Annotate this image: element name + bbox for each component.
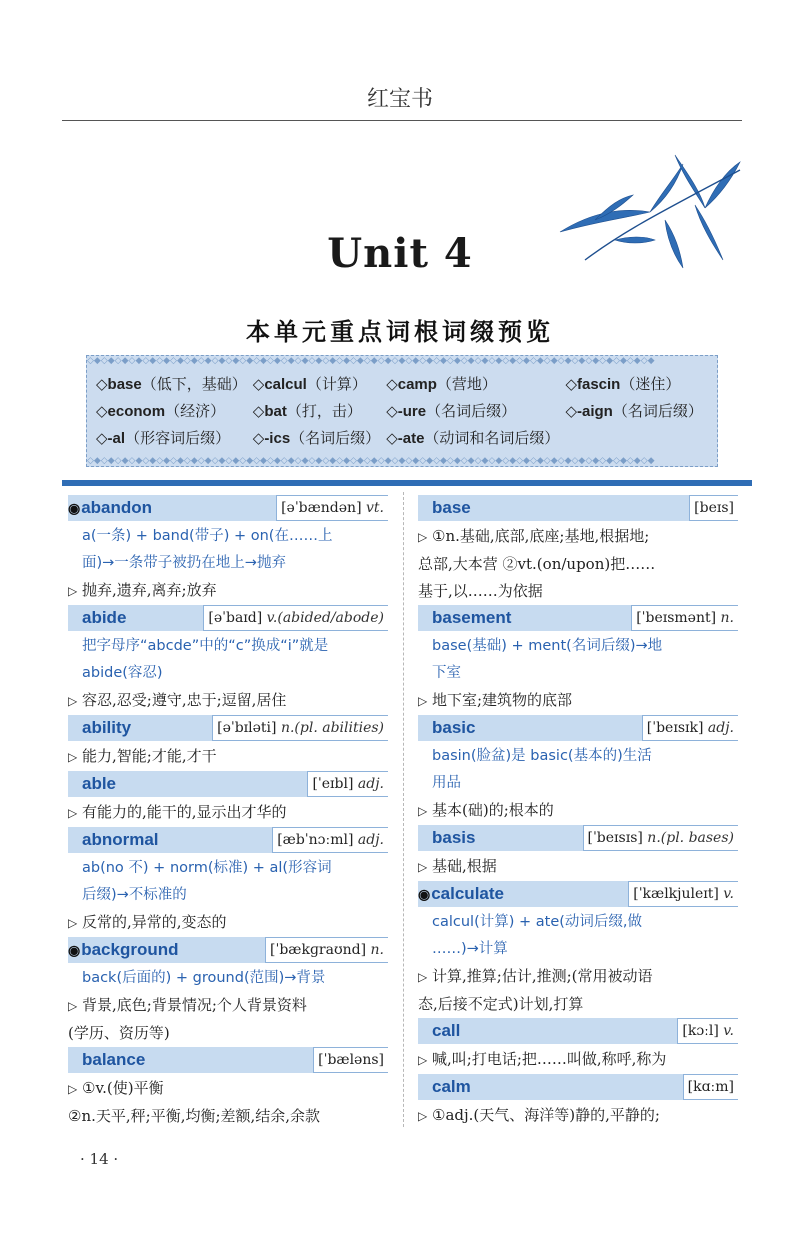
mnemonic-line: 把字母序“abcde”中的“c”换成“i”就是 (82, 638, 329, 654)
definition-line (68, 743, 388, 771)
root-word: -ate (397, 430, 425, 447)
mnemonic-line: basin(脸盆)是 basic(基本的)生活 (432, 748, 652, 764)
decorative-border: ◇◆◇◆◇◆◇◆◇◆◇◆◇◆◇◆◇◆◇◆◇◆◇◆◇◆◇◆◇◆◇◆◇◆◇◆◇◆◇◆◇◆◇◆◇◆◇◆◇◆◇◆◇◆◇◆◇◆◇◆◇◆◇◆◇◆◇◆◇◆◇◆◇◆◇◆◇◆◇◆◇◆ (87, 356, 655, 366)
entry-headword-bar (68, 605, 388, 631)
key-word-bullet-icon: ◉ (68, 942, 81, 958)
root-meaning: （动词和名词后缀） (424, 429, 560, 447)
part-of-speech: vt. (366, 500, 384, 516)
root-word: base (107, 376, 142, 393)
diamond-icon: ◇ (252, 375, 265, 393)
definition-text: ①adj.(天气、海洋等)静的,平静的; (432, 1106, 660, 1124)
headword (68, 498, 152, 518)
definition-line (418, 1046, 738, 1074)
root-cell (383, 370, 562, 397)
headword (418, 718, 475, 738)
key-word-bullet-icon: ◉ (68, 500, 81, 516)
headword-text: abide (82, 608, 127, 627)
mnemonic-line: abide(容忍) (82, 665, 163, 681)
headword (68, 718, 131, 738)
definition-line (68, 687, 388, 715)
root-word: econom (107, 403, 166, 420)
phonetic: [əˈbændən] (281, 500, 362, 516)
root-cell (250, 397, 383, 424)
headword (68, 774, 116, 794)
phonetic-pos (689, 495, 738, 521)
headword-text: calm (432, 1077, 471, 1096)
root-word: -ure (397, 403, 427, 420)
phonetic: [əˈbaɪd] (208, 610, 263, 626)
entry-headword-bar (418, 715, 738, 741)
definition-line (68, 1075, 388, 1103)
part-of-speech: adj. (357, 776, 384, 792)
definition-line (418, 578, 738, 605)
phonetic: [ˈkælkjuleɪt] (633, 886, 719, 902)
headword (418, 884, 504, 904)
definition-text: 容忍,忍受;遵守,忠于;逗留,居住 (82, 691, 287, 709)
phonetic-pos (265, 937, 388, 963)
definition-text: 反常的,异常的,变态的 (82, 913, 227, 931)
root-preview-box (86, 355, 718, 467)
phonetic-pos (313, 1047, 388, 1073)
definition-line (418, 1102, 738, 1130)
root-meaning: （名词后缀） (426, 402, 517, 420)
definition-text: (学历、资历等) (68, 1024, 170, 1042)
mnemonic-line: ……)→计算 (432, 941, 508, 957)
root-meaning: （迷住） (620, 375, 681, 393)
definition-line (418, 853, 738, 881)
headword-text: abnormal (82, 830, 159, 849)
mnemonic-line: a(一条) + band(带子) + on(在……上 (82, 528, 333, 544)
root-cell (93, 424, 250, 451)
root-cell (250, 424, 383, 451)
mnemonic-line: ab(no 不) + norm(标准) + al(形容词 (82, 860, 332, 876)
diamond-icon: ◇ (386, 402, 398, 420)
triangle-bullet-icon: ▷ (418, 860, 428, 874)
headword (418, 608, 511, 628)
phonetic: [ˈbeɪsmənt] (636, 610, 717, 626)
root-cell (383, 397, 562, 424)
headword (418, 498, 471, 518)
headword (68, 608, 126, 628)
phonetic-pos (583, 825, 739, 851)
triangle-bullet-icon: ▷ (68, 750, 78, 764)
triangle-bullet-icon: ▷ (418, 530, 428, 544)
root-meaning: （名词后缀） (612, 402, 703, 420)
definition-text: ②n.天平,秤;平衡,均衡;差额,结余,余款 (68, 1107, 321, 1125)
headword-text: basement (432, 608, 512, 627)
headword-text: base (432, 498, 471, 517)
entry-headword-bar (418, 495, 738, 521)
column-divider (403, 492, 404, 1127)
headword-text: call (432, 1021, 461, 1040)
diamond-icon: ◇ (565, 375, 577, 393)
mnemonic-line: 后缀)→不标准的 (82, 887, 187, 903)
page-number: · 14 · (80, 1150, 119, 1168)
phonetic: [ˈbeɪsɪk] (646, 720, 704, 736)
triangle-bullet-icon: ▷ (68, 806, 78, 820)
part-of-speech: adj. (707, 720, 734, 736)
entry-headword-bar (418, 1018, 738, 1044)
left-column (68, 495, 388, 1130)
triangle-bullet-icon: ▷ (418, 970, 428, 984)
phonetic: [ˈeɪbl] (312, 776, 354, 792)
definition-line (68, 577, 388, 605)
definition-line (418, 963, 738, 991)
root-cell (93, 397, 250, 424)
headword (68, 830, 159, 850)
phonetic-pos (631, 605, 738, 631)
root-meaning: （形容词后缀） (125, 429, 231, 447)
definition-text: 基本(础)的;根本的 (432, 801, 554, 819)
phonetic-pos (307, 771, 388, 797)
entry-headword-bar (68, 937, 388, 963)
right-column (418, 495, 738, 1130)
part-of-speech: adj. (357, 832, 384, 848)
root-meaning: （经济） (165, 402, 226, 420)
part-of-speech: n.(pl. abilities) (280, 720, 384, 736)
phonetic-pos (642, 715, 738, 741)
definition-line (418, 523, 738, 551)
definition-text: 地下室;建筑物的底部 (432, 691, 573, 709)
root-meaning: （低下，基础） (141, 375, 247, 393)
triangle-bullet-icon: ▷ (418, 1053, 428, 1067)
key-word-bullet-icon: ◉ (418, 886, 431, 902)
root-word: calcul (264, 376, 307, 393)
triangle-bullet-icon: ▷ (68, 1082, 78, 1096)
part-of-speech: n. (720, 610, 734, 626)
diamond-icon: ◇ (96, 429, 108, 447)
headword (68, 940, 179, 960)
headword-text: able (82, 774, 117, 793)
header-rule (62, 120, 742, 121)
definition-text: 能力,智能;才能,才干 (82, 747, 217, 765)
decorative-border: ◇◆◇◆◇◆◇◆◇◆◇◆◇◆◇◆◇◆◇◆◇◆◇◆◇◆◇◆◇◆◇◆◇◆◇◆◇◆◇◆◇◆◇◆◇◆◇◆◇◆◇◆◇◆◇◆◇◆◇◆◇◆◇◆◇◆◇◆◇◆◇◆◇◆◇◆◇◆◇◆◇◆ (87, 456, 655, 466)
triangle-bullet-icon: ▷ (68, 584, 78, 598)
part-of-speech: n.(pl. bases) (647, 830, 734, 846)
entry-headword-bar (68, 495, 388, 521)
definition-line (418, 797, 738, 825)
root-word: fascin (576, 376, 621, 393)
definition-text: 基于,以……为依据 (418, 582, 543, 600)
definition-text: 基础,根据 (432, 857, 497, 875)
phonetic-pos (628, 881, 738, 907)
definition-line (418, 551, 738, 578)
root-cell (562, 424, 705, 451)
diamond-icon: ◇ (96, 402, 108, 420)
phonetic-pos (212, 715, 388, 741)
phonetic: [ˈbæləns] (318, 1052, 384, 1068)
part-of-speech: v. (723, 1023, 734, 1039)
mnemonic-line: 用品 (432, 775, 461, 791)
diamond-icon: ◇ (386, 375, 398, 393)
headword-text: basis (432, 828, 476, 847)
triangle-bullet-icon: ▷ (68, 916, 78, 930)
phonetic-pos (276, 495, 388, 521)
definition-line (418, 687, 738, 715)
entry-headword-bar (68, 1047, 388, 1073)
entry-headword-bar (68, 827, 388, 853)
part-of-speech: v. (723, 886, 734, 902)
phonetic-pos (683, 1074, 738, 1100)
root-cell (250, 370, 383, 397)
phonetic: [əˈbɪləti] (217, 720, 277, 736)
definition-text: 有能力的,能干的,显示出才华的 (82, 803, 287, 821)
root-cell (93, 370, 250, 397)
definition-text: ①n.基础,底部,底座;基地,根据地; (432, 527, 650, 545)
definition-line (418, 991, 738, 1018)
root-cell (383, 424, 562, 451)
headword-text: balance (82, 1050, 146, 1069)
triangle-bullet-icon: ▷ (418, 694, 428, 708)
entry-headword-bar (418, 825, 738, 851)
phonetic-pos (677, 1018, 738, 1044)
phonetic: [ˈbeɪsɪs] (587, 830, 643, 846)
triangle-bullet-icon: ▷ (68, 694, 78, 708)
definition-text: 态,后接不定式)计划,打算 (418, 995, 584, 1013)
definition-line (68, 992, 388, 1020)
definition-text: 抛弃,遗弃,离弃;放弃 (82, 581, 217, 599)
definition-line (68, 1020, 388, 1047)
definition-text: 计算,推算;估计,推测;(常用被动语 (432, 967, 653, 985)
phonetic: [ˈbækɡraʊnd] (270, 942, 367, 958)
diamond-icon: ◇ (252, 402, 265, 420)
root-word: bat (264, 403, 287, 420)
headword-text: ability (82, 718, 132, 737)
mnemonic-line: 面)→一条带子被扔在地上→抛弃 (82, 555, 286, 571)
root-meaning: （名词后缀） (290, 429, 381, 447)
part-of-speech: v.(abided/abode) (266, 610, 384, 626)
headword-text: basic (432, 718, 476, 737)
phonetic-pos (203, 605, 388, 631)
root-cell (562, 370, 705, 397)
entry-headword-bar (68, 771, 388, 797)
mnemonic-line: base(基础) + ment(名词后缀)→地 (432, 638, 663, 654)
root-word: -aign (576, 403, 613, 420)
diamond-icon: ◇ (565, 402, 577, 420)
part-of-speech: n. (370, 942, 384, 958)
headword-text: abandon (81, 498, 153, 517)
headword (418, 1021, 460, 1041)
diamond-icon: ◇ (96, 375, 108, 393)
diamond-icon: ◇ (252, 429, 265, 447)
headword (418, 828, 475, 848)
root-table (93, 370, 706, 451)
definition-line (68, 1103, 388, 1130)
root-word: -al (107, 430, 126, 447)
headword-text: calculate (431, 884, 504, 903)
unit-title: Unit 4 (327, 230, 473, 277)
root-row (93, 397, 706, 424)
root-row (93, 424, 706, 451)
running-header: 红宝书 (366, 87, 433, 112)
root-meaning: （计算） (306, 375, 367, 393)
definition-text: 喊,叫;打电话;把……叫做,称呼,称为 (432, 1050, 667, 1068)
entry-headword-bar (68, 715, 388, 741)
phonetic: [kɑːm] (687, 1079, 734, 1095)
triangle-bullet-icon: ▷ (418, 1109, 428, 1123)
root-cell (562, 397, 705, 424)
definition-line (68, 799, 388, 827)
root-word: -ics (264, 430, 291, 447)
root-meaning: （营地） (436, 375, 497, 393)
root-row (93, 370, 706, 397)
phonetic: [æbˈnɔːml] (277, 832, 354, 848)
entry-headword-bar (418, 881, 738, 907)
root-meaning: （打，击） (286, 402, 362, 420)
section-subtitle: 本单元重点词根词缀预览 (246, 317, 554, 346)
triangle-bullet-icon: ▷ (68, 999, 78, 1013)
mnemonic-line: 下室 (432, 665, 461, 681)
phonetic-pos (272, 827, 388, 853)
headword (418, 1077, 471, 1097)
phonetic: [kɔːl] (682, 1023, 719, 1039)
phonetic: [beɪs] (694, 500, 734, 516)
triangle-bullet-icon: ▷ (418, 804, 428, 818)
headword (68, 1050, 145, 1070)
root-word: camp (397, 376, 437, 393)
definition-line (68, 909, 388, 937)
entry-headword-bar (418, 605, 738, 631)
diamond-icon: ◇ (386, 429, 398, 447)
entry-headword-bar (418, 1074, 738, 1100)
definition-text: 总部,大本营 ②vt.(on/upon)把…… (418, 555, 656, 573)
section-divider-bar (62, 480, 752, 486)
definition-text: 背景,底色;背景情况;个人背景资料 (82, 996, 307, 1014)
mnemonic-line: calcul(计算) + ate(动词后缀,做 (432, 914, 643, 930)
headword-text: background (81, 940, 179, 959)
definition-text: ①v.(使)平衡 (82, 1079, 164, 1097)
mnemonic-line: back(后面的) + ground(范围)→背景 (82, 970, 326, 986)
